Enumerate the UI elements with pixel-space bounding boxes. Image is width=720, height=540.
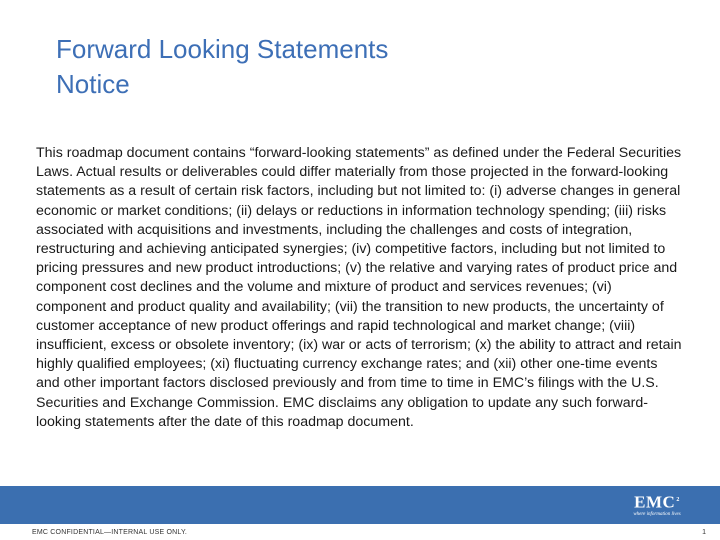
slide-title <box>56 32 616 102</box>
body-paragraph: This roadmap document contains “forward-looking statements” as defined under the Federal Securities Laws. Actual results or deliverables could differ materially from those projected in the forward-looking statements as a result of certain risk factors, including but not limited to: (i) adverse changes in general economic or market conditions; (ii) delays or reductions in information technology spending; (iii) risks associated with acquisitions and investments, including the challenges and costs of integration, restructuring and achieving anticipated synergies; (iv) competitive factors, including but not limited to pricing pressures and new product introductions; (v) the relative and varying rates of product price and component cost declines and the volume and mixture of product and services revenues; (vi) component and product quality and availability; (vii) the transition to new products, the uncertainty of customer acceptance of new product offerings and rapid technological and market change; (viii) insufficient, excess or obsolete inventory; (ix) war or acts of terrorism; (x) the ability to attract and retain highly qualified employees; (xi) fluctuating currency exchange rates; and (xii) other one-time events and other important factors disclosed previously and from time to time in EMC’s filings with the U.S. Securities and Exchange Commission. EMC disclaims any obligation to update any such forward-looking statements after the date of this roadmap document. <box>36 145 682 430</box>
footer-band <box>0 486 720 524</box>
title-line-1: Forward Looking Statements <box>56 34 389 64</box>
logo-superscript: 2 <box>676 497 680 503</box>
emc-logo <box>624 492 690 518</box>
logo-wordmark <box>624 492 690 511</box>
logo-tagline: where information lives <box>633 511 681 517</box>
page-number: 1 <box>702 529 706 536</box>
logo-text: EMC <box>634 492 676 512</box>
confidential-notice: EMC CONFIDENTIAL—INTERNAL USE ONLY. <box>32 529 188 536</box>
title-line-2: Notice <box>56 69 130 99</box>
